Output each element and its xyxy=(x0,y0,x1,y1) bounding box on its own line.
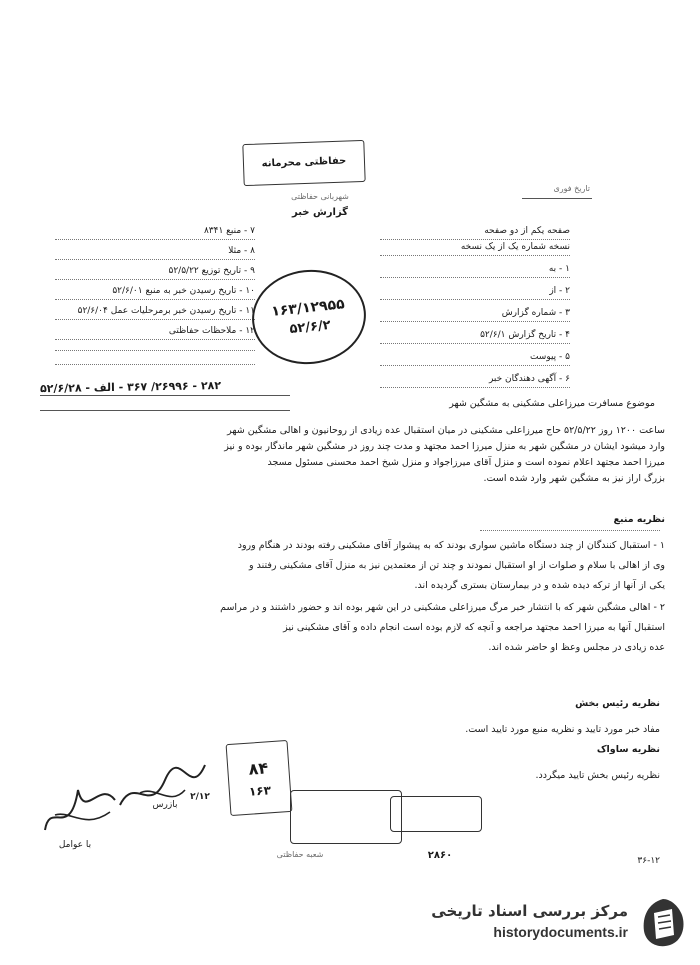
body-line: بزرگ اراز نیز به مشگین شهر وارد شده است. xyxy=(483,473,665,484)
report-body xyxy=(35,425,665,485)
note-line: ۱ - استقبال کنندگان از چند دستگاه ماشین سواری بودند که به پیشواز آقای مشکینی رفته بودند در هنگام ورود xyxy=(237,540,665,551)
bottom-number-right: ۳۶-۱۲ xyxy=(637,856,660,866)
registration-number: ۱۶۳/۱۲۹۵۵ xyxy=(270,295,346,320)
signature-left-text: با عوامل xyxy=(58,840,92,850)
section-rule xyxy=(480,530,660,531)
note-line: استقبال آنها به میرزا احمد مجتهد مراجعه و آنچه که لازم بوده است انجام داده و آقای مشکینی نیز xyxy=(283,622,665,633)
bottom-number-center: ۲۸۶۰ xyxy=(427,850,453,861)
left-field: ۹ - تاریخ توزیع ۵۲/۵/۲۲ xyxy=(55,266,255,280)
date-label: تاریخ فوری xyxy=(553,184,590,193)
source-opinion xyxy=(60,540,665,654)
receipt-stamp xyxy=(226,740,293,816)
archive-logo-icon xyxy=(636,895,690,951)
reference-rule xyxy=(40,395,290,396)
right-field: ۳ - شماره گزارش xyxy=(380,308,570,322)
right-fields xyxy=(380,226,570,388)
office-stamp xyxy=(290,790,402,844)
note-line: یکی از آنها از ترکه دیده شده و در بیمارستان بستری گردیده اند. xyxy=(414,580,665,591)
left-extra-line xyxy=(55,350,255,351)
right-field: ۱ - به xyxy=(380,264,570,278)
signature-left xyxy=(30,760,130,850)
signature-date: ۲/۱۲ xyxy=(190,792,210,802)
dept-label: شهربانی حفاظتی xyxy=(291,192,349,201)
savak-opinion-title: نظریه ساواک xyxy=(596,744,660,755)
right-field: نسخه شماره یک از یک نسخه xyxy=(380,242,570,256)
classification-stamp-text: حفاظتی محرمانه xyxy=(261,155,347,170)
reference-number: ۲۸۲ - ۲۶۹۹۶/ ۳۶۷ - الف - ۵۲/۶/۲۸ xyxy=(39,379,222,396)
registration-stamp xyxy=(247,264,370,369)
savak-opinion: نظریه رئیس بخش تایید میگردد. xyxy=(535,770,660,781)
office-stamp-2 xyxy=(390,796,482,832)
left-fields xyxy=(55,226,255,346)
body-line: وارد میشود ایشان در مشگین شهر به منزل میرزا احمد مجتهد و مدت چند روز در مشگین شهر ماندگار بوده و نیز xyxy=(224,441,665,452)
right-field: صفحه یکم از دو صفحه xyxy=(380,226,570,240)
left-field: ۸ - مثلا xyxy=(55,246,255,260)
left-extra-line xyxy=(55,364,255,365)
classification-stamp xyxy=(242,140,365,186)
date-rule xyxy=(522,198,592,199)
body-line: ساعت ۱۲۰۰ روز ۵۲/۵/۲۲ حاج میرزاعلی مشکینی در میان استقبال عده زیادی از روحانیون و اهالی مشگین شهر xyxy=(227,425,665,436)
left-field: ۱۲ - ملاحظات حفاظتی xyxy=(55,326,255,340)
left-field: ۱۱ - تاریخ رسیدن خبر برمرحلیات عمل ۵۲/۶/۰۴ xyxy=(55,306,255,320)
signature-right-text: بازرس xyxy=(152,800,178,810)
right-field: ۴ - تاریخ گزارش ۵۲/۶/۱ xyxy=(380,330,570,344)
archive-url: historydocuments.ir xyxy=(493,924,628,940)
note-line: عده زیادی در مجلس وعظ او حاضر شده اند. xyxy=(488,642,665,653)
registration-date: ۵۲/۶/۲ xyxy=(288,317,332,337)
report-title: گزارش خبر xyxy=(291,207,348,218)
right-field: ۵ - پیوست xyxy=(380,352,570,366)
section-head-opinion-title: نظریه رئیس بخش xyxy=(575,698,660,709)
body-line: میرزا احمد مجتهد اعلام نموده است و منزل آقای میرزاجواد و منزل شیخ احمد محسنی مسئول مسجد xyxy=(267,457,665,468)
section-head-opinion: مفاد خبر مورد تایید و نظریه منبع مورد تایید است. xyxy=(465,724,660,735)
note-line: وی از اهالی با سلام و صلوات از او استقبال نمودند و چند تن از معتمدین نیز به منزل آقای مشکینی رفتند و xyxy=(249,560,665,571)
reference-rule xyxy=(40,410,290,411)
receipt-stamp-number: ۸۴ xyxy=(247,757,269,779)
source-opinion-title: نظریه منبع xyxy=(613,514,665,525)
left-field: ۱۰ - تاریخ رسیدن خبر به منبع ۵۲/۶/۰۱ xyxy=(55,286,255,300)
right-field: ۲ - از xyxy=(380,286,570,300)
subject-line: موضوع مسافرت میرزاعلی مشکینی به مشگین شهر xyxy=(449,398,655,409)
bottom-stamp-label: شعبه حفاظتی xyxy=(276,850,324,859)
right-field: ۶ - آگهی دهندگان خبر xyxy=(380,374,570,388)
note-line: ۲ - اهالی مشگین شهر که با انتشار خبر مرگ میرزاعلی مشکینی در این شهر بوده اند و حضور داشتند و در مراسم xyxy=(220,602,665,613)
archive-brand: مرکز بررسی اسناد تاریخی xyxy=(431,902,628,920)
left-field: ۷ - منبع ۸۳۴۱ xyxy=(55,226,255,240)
receipt-stamp-number-2: ۱۶۳ xyxy=(248,782,272,799)
